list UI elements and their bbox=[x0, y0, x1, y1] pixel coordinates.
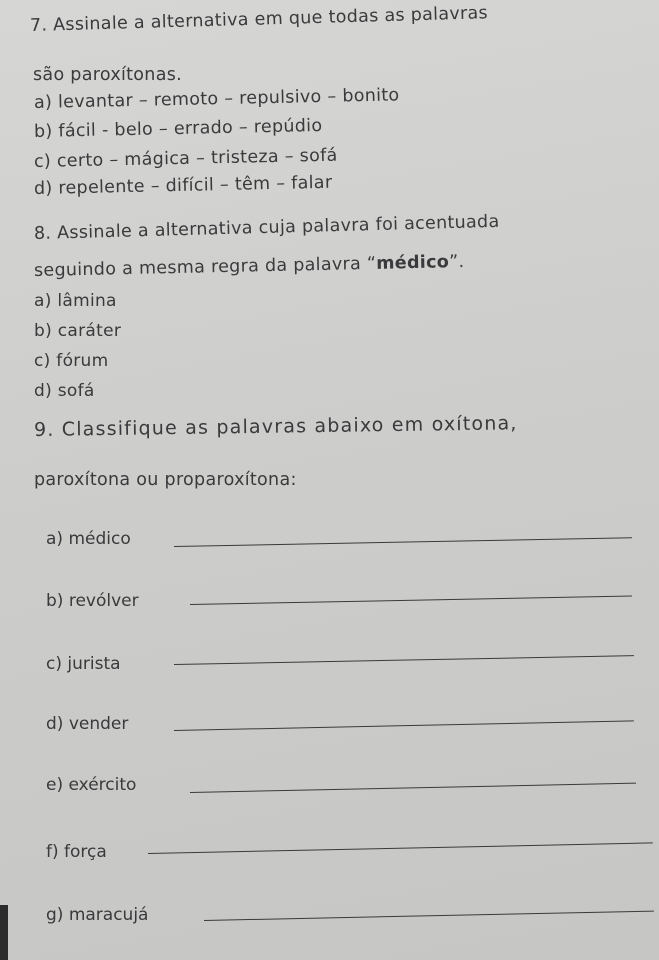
question-8-highlighted-word: médico bbox=[376, 252, 450, 274]
question-8-stem-line-2 bbox=[34, 252, 465, 281]
question-8-stem-text: seguindo a mesma regra da palavra “ bbox=[33, 253, 377, 281]
question-9-item-a: a) médico bbox=[46, 529, 131, 549]
question-8-option-b: b) caráter bbox=[34, 321, 122, 341]
answer-line-g[interactable] bbox=[204, 911, 654, 921]
answer-line-f[interactable] bbox=[148, 842, 653, 854]
question-8-stem-line-1: 8. Assinale a alternativa cuja palavra foi acentuada bbox=[33, 211, 500, 244]
question-8-stem-end: ”. bbox=[448, 251, 465, 273]
question-7-stem-line-1: 7. Assinale a alternativa em que todas as palavras bbox=[29, 3, 489, 36]
question-7-option-d: d) repelente – difícil – têm – falar bbox=[33, 172, 333, 199]
question-8-option-d: d) sofá bbox=[34, 381, 95, 401]
question-9-item-g: g) maracujá bbox=[46, 905, 149, 925]
question-8-option-c: c) fórum bbox=[34, 351, 109, 371]
page-edge-shadow bbox=[0, 905, 8, 960]
question-9-stem-line-1: 9. Classifique as palavras abaixo em oxítona, bbox=[33, 412, 518, 441]
answer-line-c[interactable] bbox=[174, 655, 634, 665]
question-7-stem-line-2: são paroxítonas. bbox=[33, 65, 183, 85]
question-9-stem-line-2: paroxítona ou proparoxítona: bbox=[34, 470, 297, 490]
question-9-item-d: d) vender bbox=[46, 714, 129, 734]
answer-line-a[interactable] bbox=[174, 537, 632, 547]
answer-line-d[interactable] bbox=[174, 720, 634, 731]
question-7-option-c: c) certo – mágica – tristeza – sofá bbox=[33, 145, 338, 172]
answer-line-b[interactable] bbox=[190, 596, 632, 605]
question-9-item-c: c) jurista bbox=[46, 654, 121, 674]
answer-line-e[interactable] bbox=[190, 783, 636, 793]
question-7-option-b: b) fácil - belo – errado – repúdio bbox=[33, 115, 323, 142]
question-9-item-f: f) força bbox=[46, 842, 107, 862]
question-7-option-a: a) levantar – remoto – repulsivo – bonito bbox=[33, 85, 400, 113]
question-8-option-a: a) lâmina bbox=[34, 291, 117, 311]
question-9-item-b: b) revólver bbox=[46, 591, 139, 611]
question-9-item-e: e) exército bbox=[46, 775, 137, 795]
